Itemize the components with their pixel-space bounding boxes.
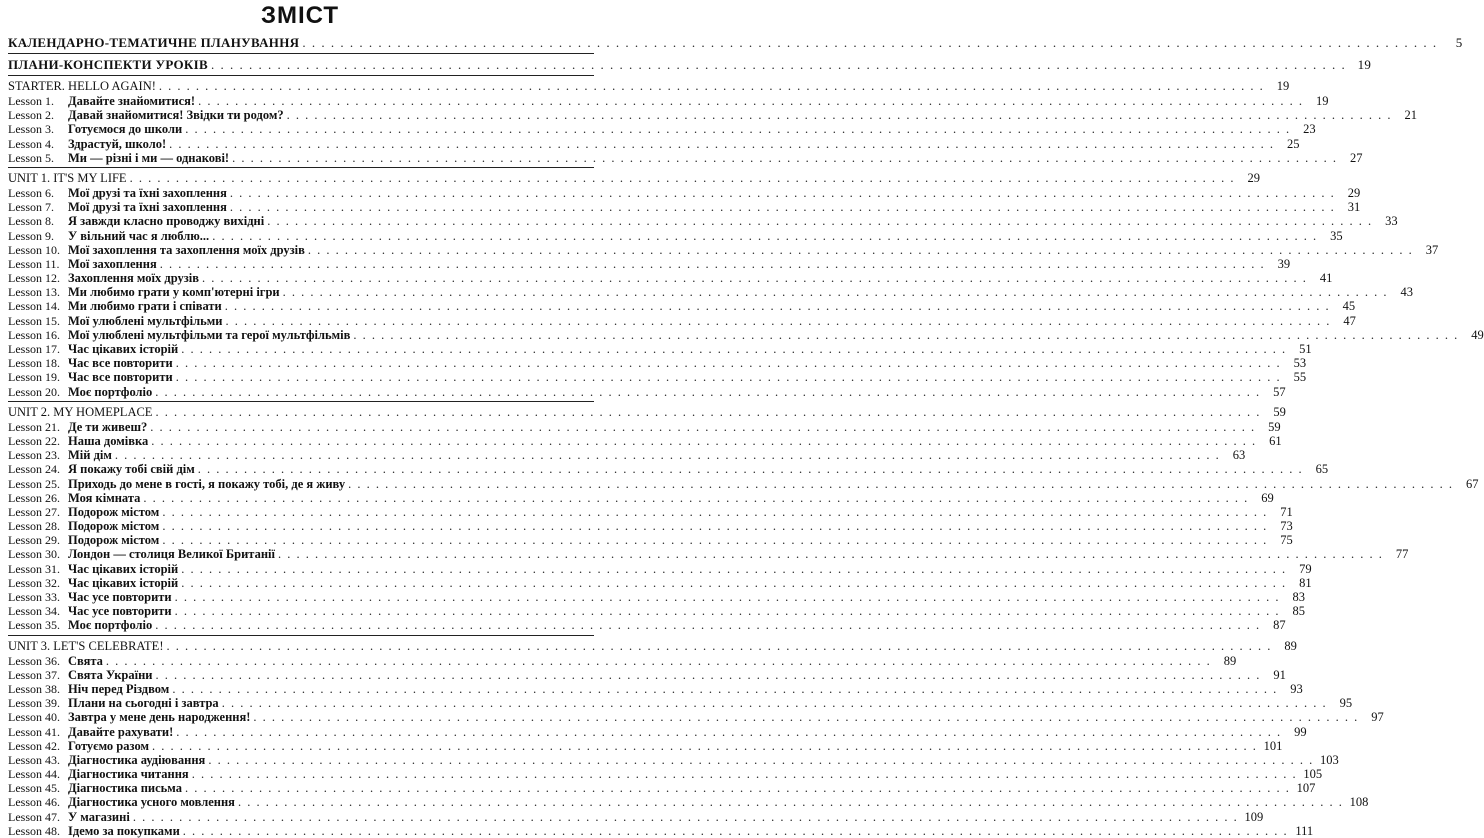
lesson-number: Lesson 27. <box>8 504 60 519</box>
table-of-contents <box>8 34 1484 838</box>
page-number: 49 <box>1471 327 1484 342</box>
entry-title: Лондон — столиця Великої Британії <box>68 547 275 562</box>
page-number: 107 <box>1296 781 1316 796</box>
dot-leader <box>238 795 1343 809</box>
dot-leader <box>287 108 1392 122</box>
entry-title: Ми — різні і ми — однакові! <box>68 150 230 165</box>
lesson-number: Lesson 32. <box>8 575 60 590</box>
lesson-number: Lesson 2. <box>8 108 54 123</box>
entry-title: Діагностика читання <box>68 767 189 782</box>
toc-lesson-row <box>8 618 1286 633</box>
lesson-number: Lesson 1. <box>8 94 54 108</box>
lesson-number: Lesson 21. <box>8 419 60 434</box>
toc-top-entry <box>8 56 1372 73</box>
lesson-number: Lesson 45. <box>8 781 60 796</box>
dot-leader <box>230 200 1335 214</box>
toc-lesson-row <box>8 547 1409 562</box>
entry-title: Я покажу тобі свій дім <box>68 462 195 477</box>
page-number: 37 <box>1425 242 1439 257</box>
lesson-number: Lesson 13. <box>8 285 60 300</box>
divider <box>8 53 594 54</box>
lesson-number: Lesson 29. <box>8 533 60 548</box>
entry-title: UNIT 1. IT'S MY LIFE <box>8 170 127 185</box>
page-number: 99 <box>1294 724 1307 739</box>
dot-leader <box>283 285 1388 299</box>
page-number: 97 <box>1371 710 1384 725</box>
toc-section-heading <box>8 170 1260 186</box>
dot-leader <box>130 170 1235 186</box>
entry-title: Ідемо за покупками <box>68 823 180 838</box>
dot-leader <box>230 186 1335 200</box>
entry-title: Ми любимо грати і співати <box>68 299 222 314</box>
toc-lesson-row <box>8 724 1307 739</box>
page-number: 61 <box>1269 433 1282 448</box>
page-number: 63 <box>1232 448 1246 463</box>
entry-title: Моє портфоліо <box>68 384 153 399</box>
page-number: 19 <box>1357 57 1372 72</box>
page-title: ЗМІСТ <box>260 2 340 29</box>
entry-title: Ніч перед Різдвом <box>68 681 170 696</box>
dot-leader <box>115 448 1220 462</box>
toc-lesson-row <box>8 228 1343 243</box>
dot-leader <box>212 229 1317 243</box>
entry-title: UNIT 2. MY HOMEPLACE <box>8 404 153 419</box>
page-number: 87 <box>1273 618 1286 633</box>
entry-title: Давайте знайомитися! <box>68 94 196 108</box>
lesson-number: Lesson 17. <box>8 342 60 356</box>
page-number: 55 <box>1293 370 1307 385</box>
entry-title: Давайте рахувати! <box>68 724 174 739</box>
lesson-number: Lesson 36. <box>8 653 60 668</box>
entry-title: Діагностика аудіювання <box>68 752 206 767</box>
toc-lesson-row <box>8 667 1286 682</box>
dot-leader <box>133 810 1238 824</box>
entry-title: Подорож містом <box>68 504 160 519</box>
dot-leader <box>181 562 1286 576</box>
page-number: 47 <box>1343 313 1356 328</box>
dot-leader <box>253 710 1358 724</box>
entry-title: Готуємо разом <box>68 738 149 753</box>
page-number: 19 <box>1315 94 1329 108</box>
dot-leader <box>226 314 1331 328</box>
lesson-number: Lesson 4. <box>8 136 54 151</box>
dot-leader <box>185 122 1290 136</box>
toc-section-heading <box>8 638 1297 654</box>
lesson-number: Lesson 9. <box>8 228 54 243</box>
toc-lesson-row <box>8 795 1369 810</box>
dot-leader <box>192 767 1297 781</box>
dot-leader <box>185 781 1290 795</box>
dot-leader <box>202 271 1307 285</box>
lesson-number: Lesson 3. <box>8 122 54 137</box>
toc-section-heading <box>8 404 1286 420</box>
dot-leader <box>198 94 1303 108</box>
entry-title: Готуємося до школи <box>68 122 183 137</box>
lesson-number: Lesson 33. <box>8 590 60 604</box>
entry-title: Час цікавих історій <box>68 575 179 590</box>
dot-leader <box>181 576 1286 590</box>
entry-title: Приходь до мене в гості, я покажу тобі, де я живу <box>68 476 346 491</box>
page-number: 71 <box>1280 504 1293 519</box>
page-number: 39 <box>1277 256 1291 271</box>
page-number: 89 <box>1284 638 1297 653</box>
dot-leader <box>162 533 1267 547</box>
toc-lesson-row <box>8 476 1479 491</box>
lesson-number: Lesson 14. <box>8 299 60 314</box>
page-number: 29 <box>1347 185 1361 200</box>
dot-leader <box>155 385 1260 399</box>
lesson-number: Lesson 11. <box>8 256 60 271</box>
toc-lesson-row <box>8 108 1417 123</box>
entry-title: Наша домівка <box>68 433 149 448</box>
dot-leader <box>208 753 1313 767</box>
lesson-number: Lesson 41. <box>8 724 60 739</box>
toc-lesson-row <box>8 271 1333 286</box>
lesson-number: Lesson 37. <box>8 667 60 682</box>
dot-leader <box>106 654 1211 668</box>
dot-leader <box>151 434 1256 448</box>
lesson-number: Lesson 23. <box>8 448 60 463</box>
toc-lesson-row <box>8 384 1286 399</box>
page-number: 108 <box>1349 795 1369 810</box>
page-number: 65 <box>1315 462 1329 477</box>
toc-lesson-row <box>8 752 1339 767</box>
toc-lesson-row <box>8 809 1264 824</box>
toc-lesson-row <box>8 533 1293 548</box>
dot-leader <box>225 299 1330 313</box>
toc-lesson-row <box>8 242 1439 257</box>
toc-lesson-row <box>8 696 1353 711</box>
entry-title: У вільний час я люблю... <box>68 228 210 243</box>
page-number: 35 <box>1330 228 1343 243</box>
entry-title: Ми любимо грати у комп'ютерні ігри <box>68 285 280 300</box>
dot-leader <box>348 477 1453 491</box>
lesson-number: Lesson 15. <box>8 313 60 328</box>
toc-lesson-row <box>8 767 1323 782</box>
entry-title: STARTER. HELLO AGAIN! <box>8 79 156 93</box>
toc-lesson-row <box>8 285 1414 300</box>
dot-leader <box>175 590 1280 604</box>
toc-lesson-row <box>8 681 1303 696</box>
entry-title: UNIT 3. LET'S CELEBRATE! <box>8 638 164 653</box>
toc-lesson-row <box>8 490 1274 505</box>
dot-leader <box>175 604 1280 618</box>
dot-leader <box>155 668 1260 682</box>
page-number: 25 <box>1287 136 1300 151</box>
page-number: 23 <box>1303 122 1316 137</box>
page-number: 103 <box>1319 752 1339 767</box>
dot-leader <box>166 638 1271 654</box>
page-number: 41 <box>1319 271 1333 286</box>
toc-lesson-row <box>8 327 1484 342</box>
lesson-number: Lesson 24. <box>8 462 60 477</box>
toc-lesson-row <box>8 710 1384 725</box>
entry-title: Де ти живеш? <box>68 419 148 434</box>
entry-title: Давай знайомитися! Звідки ти родом? <box>68 108 284 123</box>
toc-lesson-row <box>8 256 1291 271</box>
dot-leader <box>278 547 1383 561</box>
page-number: 93 <box>1290 681 1303 696</box>
lesson-number: Lesson 19. <box>8 370 60 385</box>
page-number: 51 <box>1299 342 1312 356</box>
dot-leader <box>176 725 1281 739</box>
lesson-number: Lesson 6. <box>8 185 54 200</box>
toc-lesson-row <box>8 433 1282 448</box>
entry-title: Завтра у мене день народження! <box>68 710 251 725</box>
page-number: 43 <box>1400 285 1414 300</box>
entry-title: Час усе повторити <box>68 590 172 604</box>
toc-lesson-row <box>8 738 1283 753</box>
entry-title: Мої захоплення та захоплення моїх друзів <box>68 242 305 257</box>
dot-leader <box>181 342 1286 356</box>
lesson-number: Lesson 5. <box>8 150 54 165</box>
dot-leader <box>152 739 1257 753</box>
toc-lesson-row <box>8 342 1312 356</box>
entry-title: Мої улюблені мультфільми та герої мультфільмів <box>68 327 351 342</box>
page-number: 105 <box>1303 767 1323 782</box>
entry-title: Я завжди класно проводжу вихідні <box>68 214 265 229</box>
page-number: 91 <box>1273 667 1286 682</box>
lesson-number: Lesson 40. <box>8 710 60 725</box>
page-number: 45 <box>1342 299 1356 314</box>
toc-lesson-row <box>8 823 1314 838</box>
page-number: 89 <box>1223 653 1237 668</box>
dot-leader <box>222 696 1327 710</box>
lesson-number: Lesson 38. <box>8 681 60 696</box>
entry-title: Час цікавих історій <box>68 342 179 356</box>
entry-title: Час все повторити <box>68 370 173 385</box>
page-number: 81 <box>1299 575 1312 590</box>
entry-title: Діагностика усного мовлення <box>68 795 235 810</box>
entry-title: Час усе повторити <box>68 604 172 619</box>
entry-title: Мій дім <box>68 448 112 463</box>
dot-leader <box>232 151 1337 165</box>
lesson-number: Lesson 7. <box>8 200 54 215</box>
page-number: 21 <box>1404 108 1417 123</box>
entry-title: Час все повторити <box>68 356 173 371</box>
dot-leader <box>267 214 1372 228</box>
lesson-number: Lesson 8. <box>8 214 54 229</box>
entry-title: КАЛЕНДАРНО-ТЕМАТИЧНЕ ПЛАНУВАННЯ <box>8 35 300 50</box>
lesson-number: Lesson 26. <box>8 490 60 505</box>
lesson-number: Lesson 31. <box>8 561 60 576</box>
toc-lesson-row <box>8 519 1293 534</box>
entry-title: Мої друзі та їхні захоплення <box>68 185 227 200</box>
toc-lesson-row <box>8 313 1356 328</box>
divider <box>8 75 594 76</box>
dot-leader <box>160 257 1265 271</box>
page-number: 77 <box>1395 547 1409 562</box>
page-number: 111 <box>1295 823 1314 838</box>
toc-lesson-row <box>8 590 1306 604</box>
lesson-number: Lesson 30. <box>8 547 60 562</box>
dot-leader <box>155 404 1260 420</box>
page-number: 101 <box>1263 738 1283 753</box>
page-number: 19 <box>1276 79 1290 93</box>
dot-leader <box>162 505 1267 519</box>
lesson-number: Lesson 35. <box>8 618 60 633</box>
entry-title: Здрастуй, школо! <box>68 136 167 151</box>
divider <box>8 167 594 168</box>
divider <box>8 401 594 402</box>
lesson-number: Lesson 28. <box>8 519 60 534</box>
lesson-number: Lesson 10. <box>8 242 60 257</box>
entry-title: Моє портфоліо <box>68 618 153 633</box>
toc-lesson-row <box>8 575 1312 590</box>
entry-title: Подорож містом <box>68 533 160 548</box>
dot-leader <box>155 618 1260 632</box>
entry-title: Подорож містом <box>68 519 160 534</box>
lesson-number: Lesson 43. <box>8 752 60 767</box>
dot-leader <box>198 462 1303 476</box>
page-number: 53 <box>1293 356 1307 371</box>
page-number: 59 <box>1268 419 1281 434</box>
page-number: 73 <box>1280 519 1293 534</box>
toc-lesson-row <box>8 504 1293 519</box>
lesson-number: Lesson 18. <box>8 356 60 371</box>
entry-title: Моя кімната <box>68 490 141 505</box>
entry-title: У магазині <box>68 809 130 824</box>
toc-lesson-row <box>8 781 1316 796</box>
page-number: 57 <box>1273 384 1286 399</box>
dot-leader <box>183 824 1288 838</box>
lesson-number: Lesson 39. <box>8 696 60 711</box>
dot-leader <box>169 137 1274 151</box>
toc-lesson-row <box>8 356 1307 371</box>
divider <box>8 635 594 636</box>
toc-lesson-row <box>8 150 1363 165</box>
toc-lesson-row <box>8 94 1329 108</box>
toc-lesson-row <box>8 561 1312 576</box>
toc-lesson-row <box>8 214 1398 229</box>
toc-lesson-row <box>8 122 1316 137</box>
toc-lesson-row <box>8 299 1356 314</box>
page-number: 85 <box>1292 604 1306 619</box>
lesson-number: Lesson 34. <box>8 604 60 619</box>
dot-leader <box>150 420 1255 434</box>
page-number: 33 <box>1385 214 1398 229</box>
toc-lesson-row <box>8 448 1246 463</box>
lesson-number: Lesson 42. <box>8 738 60 753</box>
dot-leader <box>308 243 1413 257</box>
page-number: 109 <box>1244 809 1264 824</box>
dot-leader <box>176 370 1281 384</box>
entry-title: Свята України <box>68 667 153 682</box>
entry-title: Мої улюблені мультфільми <box>68 313 223 328</box>
page-number: 29 <box>1247 170 1260 185</box>
page-number: 27 <box>1349 150 1363 165</box>
lesson-number: Lesson 12. <box>8 271 60 286</box>
page-number: 83 <box>1292 590 1306 604</box>
entry-title: ПЛАНИ-КОНСПЕКТИ УРОКІВ <box>8 57 208 72</box>
entry-title: Мої захоплення <box>68 256 157 271</box>
toc-lesson-row <box>8 462 1329 477</box>
page-number: 67 <box>1465 476 1479 491</box>
dot-leader <box>176 356 1281 370</box>
page-number: 5 <box>1455 35 1463 50</box>
toc-lesson-row <box>8 419 1281 434</box>
page-number: 59 <box>1273 404 1286 419</box>
toc-lesson-row <box>8 653 1237 668</box>
toc-lesson-row <box>8 185 1361 200</box>
toc-top-entry <box>8 34 1463 51</box>
lesson-number: Lesson 46. <box>8 795 60 810</box>
entry-title: Діагностика письма <box>68 781 182 796</box>
dot-leader <box>353 328 1458 342</box>
entry-title: Мої друзі та їхні захоплення <box>68 200 227 215</box>
dot-leader <box>302 34 1437 51</box>
lesson-number: Lesson 22. <box>8 433 60 448</box>
toc-lesson-row <box>8 200 1361 215</box>
page-number: 79 <box>1299 561 1312 576</box>
dot-leader <box>159 78 1264 94</box>
entry-title: Час цікавих історій <box>68 561 179 576</box>
lesson-number: Lesson 48. <box>8 823 60 838</box>
entry-title: Свята <box>68 653 103 668</box>
dot-leader <box>162 519 1267 533</box>
lesson-number: Lesson 47. <box>8 809 60 824</box>
dot-leader <box>143 491 1248 505</box>
lesson-number: Lesson 44. <box>8 767 60 782</box>
toc-lesson-row <box>8 136 1300 151</box>
dot-leader <box>172 682 1277 696</box>
lesson-number: Lesson 25. <box>8 476 60 491</box>
page-number: 69 <box>1261 490 1274 505</box>
lesson-number: Lesson 16. <box>8 327 60 342</box>
toc-lesson-row <box>8 604 1306 619</box>
entry-title: Захоплення моїх друзів <box>68 271 199 286</box>
entry-title: Плани на сьогодні і завтра <box>68 696 219 711</box>
page-number: 31 <box>1347 200 1361 215</box>
page-number: 75 <box>1280 533 1293 548</box>
toc-section-heading <box>8 78 1290 94</box>
dot-leader <box>211 56 1346 73</box>
toc-lesson-row <box>8 370 1307 385</box>
lesson-number: Lesson 20. <box>8 384 60 399</box>
page-number: 95 <box>1339 696 1353 711</box>
